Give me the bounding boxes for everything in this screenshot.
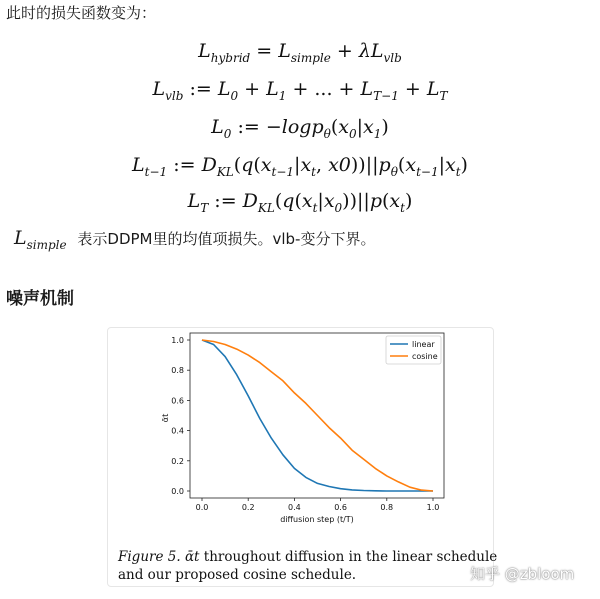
equation-l0: $L_0$ := $-\log p_\theta(x_0|x_1)$ <box>211 116 389 141</box>
legend-label-linear: linear <box>412 340 435 349</box>
intro-text: 此时的损失函数变为： <box>6 4 157 22</box>
equation-lt-minus-1: $L_{t-1}$ := $D_{KL}(q(x_{t-1}|x_t$, $x0))||p_\theta(x_{t-1}|x_t)$ <box>132 154 468 179</box>
y-ticks <box>171 336 190 496</box>
x-axis-label: diffusion step (t/T) <box>280 515 354 524</box>
x-tick-label: 0.2 <box>241 503 255 512</box>
x-tick-label: 1.0 <box>426 503 440 512</box>
section-heading: 噪声机制 <box>6 289 74 309</box>
x-ticks <box>196 498 440 512</box>
caption-text: throughout diffusion in the linear schedule and our proposed cosine schedule. <box>118 549 498 583</box>
x-tick-label: 0.0 <box>195 503 209 512</box>
alpha-bar-symbol: ᾱt <box>184 549 200 565</box>
equation-lt: $L_T$ := $D_{KL}(q(x_t|x_0))||p(x_t)$ <box>187 190 413 215</box>
y-axis-label: ᾱt <box>161 413 170 423</box>
x-tick-label: 0.6 <box>334 503 347 512</box>
y-tick-label: 0.6 <box>171 396 184 406</box>
y-tick-label: 0.0 <box>171 487 184 496</box>
equation-hybrid-loss: $L_{hybrid} = L_{simple} + \lambda L_{vlb}$ <box>198 40 402 65</box>
x-tick-label: 0.8 <box>380 503 394 512</box>
figure-label: Figure 5. <box>118 549 181 565</box>
legend-label-cosine: cosine <box>412 352 438 361</box>
legend <box>386 336 441 364</box>
l-simple-symbol: $L_{simple}$ <box>14 227 67 252</box>
figure-caption <box>118 548 498 584</box>
watermark: 知乎 @zbloom <box>470 565 575 583</box>
loss-note-text: 表示DDPM里的均值项损失。vlb-变分下界。 <box>77 230 376 248</box>
y-tick-label: 0.4 <box>171 426 184 436</box>
y-tick-label: 0.8 <box>171 366 184 376</box>
x-tick-label: 0.4 <box>288 503 301 512</box>
equation-vlb: $L_{vlb}$ := $L_0 + L_1$ + ... + $L_{T-1} + L_T$ <box>152 78 448 103</box>
y-tick-label: 1.0 <box>171 336 184 345</box>
y-tick-label: 0.2 <box>171 456 184 466</box>
